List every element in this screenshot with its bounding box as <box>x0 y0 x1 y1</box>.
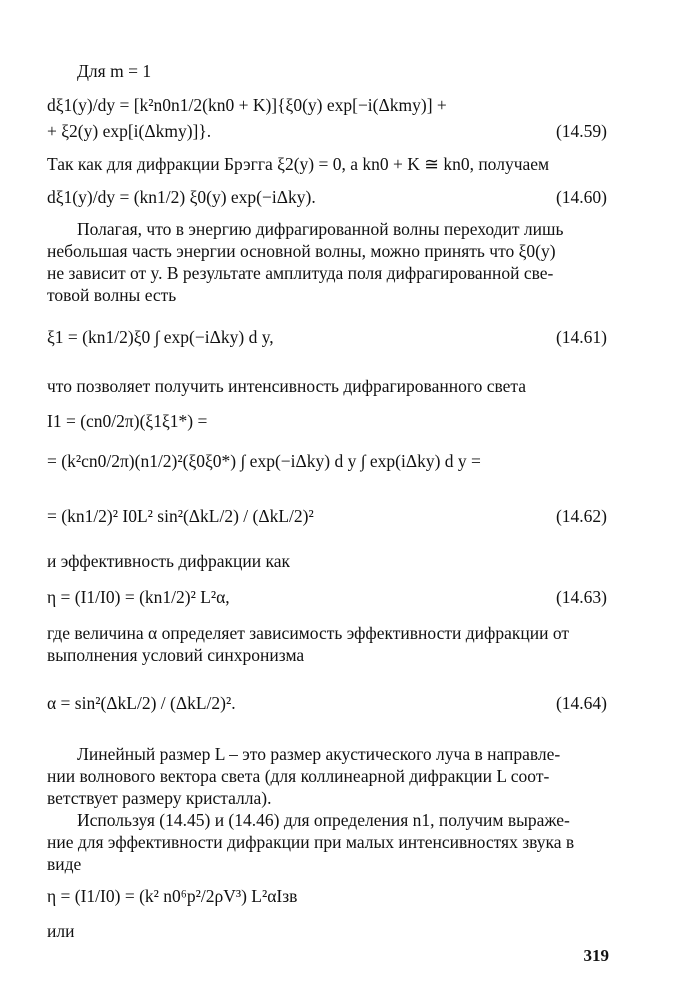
text-ili: или <box>47 921 75 941</box>
paragraph-3-line3: виде <box>47 854 82 874</box>
equation-final: η = (I1/I0) = (k² n0⁶p²/2ρV³) L²αIзв <box>47 886 298 906</box>
paragraph-2-line3: ветствует размеру кристалла). <box>47 788 272 808</box>
equation-14-60: dξ1(y)/dy = (kn1/2) ξ0(y) exp(−iΔky). <box>47 187 316 207</box>
equation-14-59-line2: + ξ2(y) exp[i(Δkmy)]}. <box>47 121 212 141</box>
paragraph-1-line2: небольшая часть энергии основной волны, можно принять что ξ0(y) <box>47 241 556 261</box>
text-bragg: Так как для дифракции Брэгга ξ2(y) = 0, а kn0 + K ≅ kn0, получаем <box>47 154 550 174</box>
equation-number-14-63: (14.63) <box>555 587 607 607</box>
paragraph-2-line2: нии волнового вектора света (для коллинеарной дифракции L соот- <box>47 766 550 786</box>
paragraph-2-line1: Линейный размер L – это размер акустического луча в направле- <box>77 744 561 764</box>
equation-number-14-59: (14.59) <box>555 121 607 141</box>
equation-14-63: η = (I1/I0) = (kn1/2)² L²α, <box>47 587 230 607</box>
text-intensity: что позволяет получить интенсивность дифрагированного света <box>47 376 527 396</box>
paragraph-3-line1: Используя (14.45) и (14.46) для определения n1, получим выраже- <box>77 810 570 830</box>
text-efficiency: и эффективность дифракции как <box>47 551 290 571</box>
paragraph-1-line3: не зависит от y. В результате амплитуда поля дифрагированной све- <box>47 263 554 283</box>
text-m1: Для m = 1 <box>77 61 152 81</box>
text-alpha-line1: где величина α определяет зависимость эффективности дифракции от <box>47 623 569 643</box>
equation-number-14-62: (14.62) <box>555 506 607 526</box>
paragraph-1-line4: товой волны есть <box>47 285 177 305</box>
equation-14-62-line3: = (kn1/2)² I0L² sin²(ΔkL/2) / (ΔkL/2)² <box>47 506 314 526</box>
equation-14-59-line1: dξ1(y)/dy = [k²n0n1/2(kn0 + K)]{ξ0(y) exp[−i(Δkmy)] + <box>47 95 447 115</box>
paragraph-1-line1: Полагая, что в энергию дифрагированной волны переходит лишь <box>77 219 564 239</box>
equation-14-62-line2: = (k²cn0/2π)(n1/2)²(ξ0ξ0*) ∫ exp(−iΔky) d y ∫ exp(iΔky) d y = <box>47 451 481 471</box>
equation-number-14-60: (14.60) <box>555 187 607 207</box>
equation-14-62-line1: I1 = (cn0/2π)(ξ1ξ1*) = <box>47 411 208 431</box>
equation-14-64: α = sin²(ΔkL/2) / (ΔkL/2)². <box>47 693 236 713</box>
text-alpha-line2: выполнения условий синхронизма <box>47 645 305 665</box>
equation-14-61: ξ1 = (kn1/2)ξ0 ∫ exp(−iΔky) d y, <box>47 327 274 347</box>
paragraph-3-line2: ние для эффективности дифракции при малых интенсивностях звука в <box>47 832 575 852</box>
page-number: 319 <box>583 946 609 965</box>
equation-number-14-61: (14.61) <box>555 327 607 347</box>
equation-number-14-64: (14.64) <box>555 693 607 713</box>
